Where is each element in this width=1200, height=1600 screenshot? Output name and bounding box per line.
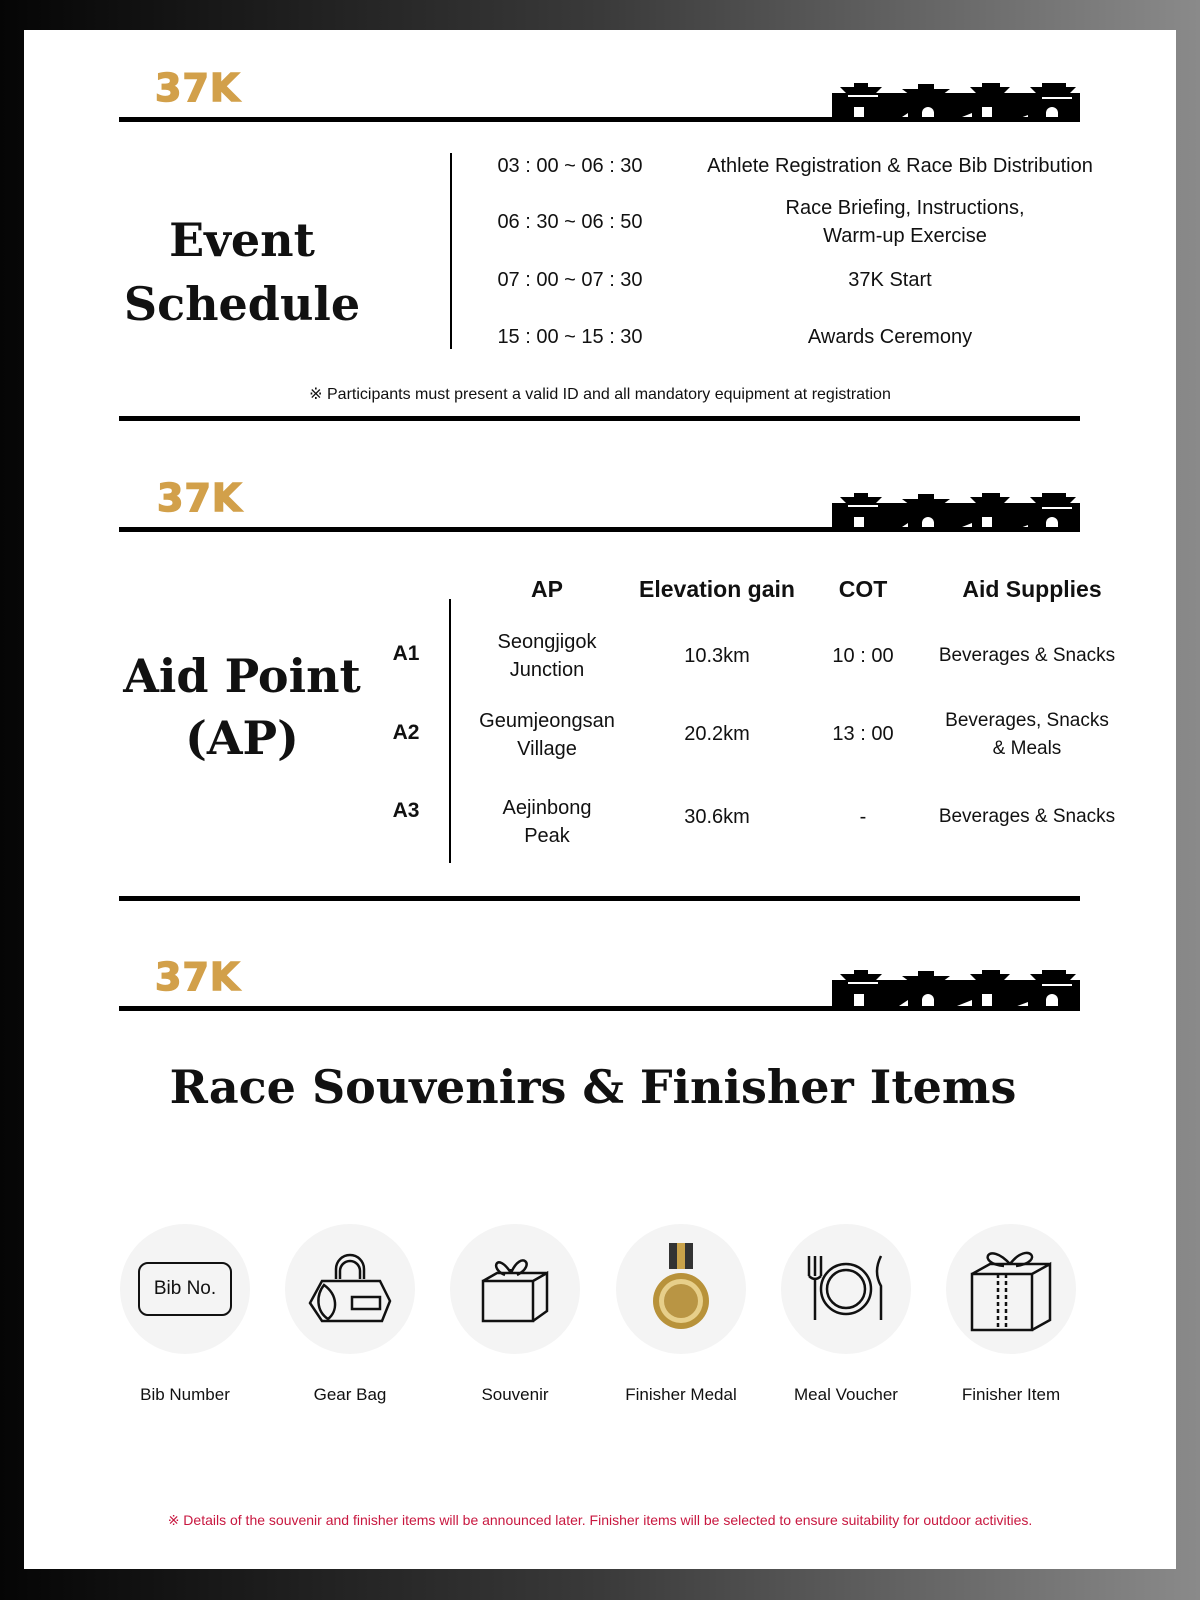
finisher-medal-icon bbox=[616, 1224, 746, 1354]
schedule-time: 07 : 00 ~ 07 : 30 bbox=[497, 269, 643, 291]
schedule-desc: Race Briefing, Instructions, Warm-up Exercise bbox=[785, 197, 1025, 247]
divider bbox=[119, 896, 1080, 901]
aid-point-supplies: Beverages & Snacks bbox=[938, 645, 1116, 666]
fortress-skyline-icon bbox=[832, 83, 1080, 121]
column-header-ap: AP bbox=[531, 576, 563, 602]
aid-point-id: A3 bbox=[392, 799, 420, 822]
aid-point-cot: 10 : 00 bbox=[832, 645, 894, 667]
aid-title-line1: Aid Point bbox=[123, 649, 361, 703]
item-label: Finisher Medal bbox=[625, 1385, 737, 1404]
aid-point-supplies: Beverages, Snacks & Meals bbox=[945, 710, 1109, 759]
aid-point-distance: 10.3km bbox=[684, 645, 750, 667]
divider bbox=[119, 416, 1080, 421]
item-label: Meal Voucher bbox=[794, 1385, 898, 1404]
aid-point-name: Geumjeongsan Village bbox=[479, 710, 615, 760]
aid-point-id: A1 bbox=[392, 642, 420, 665]
item-label: Bib Number bbox=[140, 1385, 230, 1404]
schedule-title-line1: Event bbox=[169, 213, 315, 267]
fortress-skyline-icon bbox=[832, 970, 1080, 1008]
divider bbox=[119, 1006, 1080, 1011]
aid-point-name: Seongjigok Junction bbox=[497, 631, 597, 681]
aid-point-cot: 13 : 00 bbox=[832, 723, 894, 745]
aid-point-supplies: Beverages & Snacks bbox=[938, 806, 1116, 827]
aid-point-name: Aejinbong Peak bbox=[502, 797, 592, 847]
schedule-desc: Awards Ceremony bbox=[807, 326, 973, 348]
divider bbox=[119, 527, 1080, 532]
souvenirs-note: ※ Details of the souvenir and finisher items will be announced later. Finisher items will be selected to ensure suitability for outdoor activities. bbox=[167, 1512, 1033, 1528]
bib-label: Bib No. bbox=[138, 1262, 232, 1316]
schedule-desc: 37K Start bbox=[848, 269, 932, 291]
column-header-cot: COT bbox=[838, 576, 888, 602]
aid-point-id: A2 bbox=[392, 721, 420, 744]
section-tag: 37K bbox=[157, 476, 243, 520]
souvenir-box-icon bbox=[450, 1224, 580, 1354]
column-header-supplies: Aid Supplies bbox=[962, 576, 1102, 602]
aid-title-line2: (AP) bbox=[185, 711, 299, 765]
schedule-desc: Athlete Registration & Race Bib Distribution bbox=[707, 155, 1093, 177]
fortress-skyline-icon bbox=[832, 493, 1080, 531]
aid-point-distance: 20.2km bbox=[684, 723, 750, 745]
divider bbox=[119, 117, 1080, 122]
column-header-elevation: Elevation gain bbox=[639, 576, 795, 602]
bib-number-icon bbox=[120, 1224, 250, 1354]
section-tag: 37K bbox=[155, 66, 241, 110]
divider bbox=[450, 153, 452, 349]
aid-point-distance: 30.6km bbox=[684, 806, 750, 828]
schedule-title bbox=[112, 208, 372, 336]
item-label: Finisher Item bbox=[961, 1385, 1061, 1404]
meal-voucher-icon bbox=[781, 1224, 911, 1354]
gear-bag-icon bbox=[285, 1224, 415, 1354]
schedule-time: 15 : 00 ~ 15 : 30 bbox=[497, 326, 643, 348]
schedule-title-line2: Schedule bbox=[123, 277, 361, 331]
section-tag: 37K bbox=[155, 955, 241, 999]
schedule-time: 03 : 00 ~ 06 : 30 bbox=[497, 155, 643, 177]
finisher-item-gift-icon bbox=[946, 1224, 1076, 1354]
souvenirs-title: Race Souvenirs & Finisher Items bbox=[169, 1060, 1017, 1114]
schedule-time: 06 : 30 ~ 06 : 50 bbox=[497, 211, 643, 233]
item-label: Souvenir bbox=[481, 1385, 549, 1404]
item-label: Gear Bag bbox=[313, 1385, 387, 1404]
aid-title bbox=[112, 645, 372, 769]
schedule-note: ※ Participants must present a valid ID and all mandatory equipment at registration bbox=[309, 386, 891, 403]
aid-point-cot: - bbox=[859, 806, 867, 828]
